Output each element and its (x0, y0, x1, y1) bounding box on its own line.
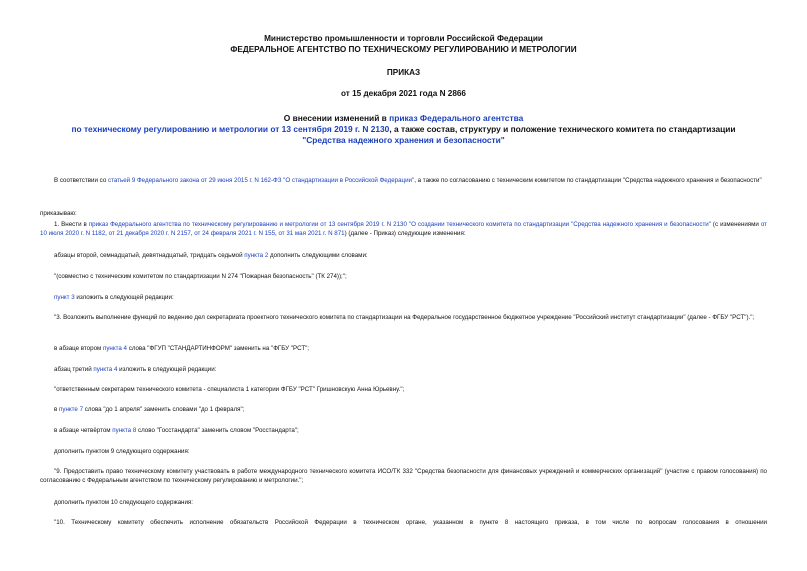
link-amend-155[interactable]: от 24 февраля 2021 г. N 155 (194, 230, 276, 237)
paragraph-item-3-edit: пункт 3 изложить в следующей редакции: (54, 294, 174, 301)
paragraph-amend-item-2: абзацы второй, семнадцатый, девятнадцатый, тридцать седьмой пункта 2 дополнить следующими словами: (54, 252, 368, 259)
paragraph-quote-secretary: "ответственным секретарем технического комитета - специалиста 1 категории ФГБУ "РСТ" Гришновскую Анна Юрьевну."; (54, 386, 405, 393)
title-link-order-date[interactable]: по техническому регулированию и метрологии от 13 сентября 2019 г. N 2130 (71, 124, 390, 134)
paragraph-add-item-10: дополнить пунктом 10 следующего содержания: (54, 499, 193, 506)
paragraph-preamble: В соответствии со статьей 9 Федерального закона от 29 июня 2015 г. N 162-ФЗ "О стандартизации в Российской Федерации", а также по согласованию с техническим комитетом по стандартизации "Средства надежного хранения и безопасности" (54, 177, 762, 184)
link-order-2130[interactable]: приказ Федерального агентства по техническому регулированию и метрологии от 13 сентября 2019 г. N 2130 "О создании технического комитета по стандартизации "Средства надежного хранения и безопасности" (88, 221, 711, 228)
paragraph-item-1: 1. Внести в приказ Федерального агентства по техническому регулированию и метрологии от 13 сентября 2019 г. N 2130 "О создании технического комитета по стандартизации "Средства надежного хранения и безопасности" (с изменениями от 10 июля 2020 г. N 1182, от 21 декабря 2020 г. N 2157, от 24 февраля 2021 г. N 155, от 31 мая 2021 г. N 871) (далее - Приказ) следующие изменения: (40, 221, 768, 237)
paragraph-item-4-para-3: абзац третий пункта 4 изложить в следующей редакции: (54, 366, 217, 373)
paragraph-add-item-9: дополнить пунктом 9 следующего содержания: (54, 448, 190, 455)
paragraph-item-4-para-2: в абзаце втором пункта 4 слова "ФГУП "СТАНДАРТИНФОРМ" заменить на "ФГБУ "РСТ"; (54, 345, 310, 352)
paragraph-quote-item-3: "3. Возложить выполнение функций по ведению дел секретариата проектного технического комитета по стандартизации на Федеральное государственное бюджетное учреждение "Российский институт стандартизации" (далее - ФГБУ "РСТ")."; (54, 314, 755, 321)
paragraph-order-word: приказываю: (40, 210, 77, 217)
link-item-4-b[interactable]: пункта 4 (93, 366, 118, 373)
document-type: ПРИКАЗ (386, 68, 421, 77)
link-item-4[interactable]: пункта 4 (102, 345, 127, 352)
paragraph-item-7: в пункте 7 слова "до 1 апреля" заменить словами "до 1 февраля"; (54, 406, 245, 413)
title-text-2: , а также состав, структуру и положение технического комитета по стандартизации (389, 124, 736, 134)
paragraph-quote-item-10: "10. Техническому комитету обеспечить исполнение обязательств Российской Федерации в техническом органе, указанном в пункте 8 настоящего приказа, в том числе по вопросам голосования в отношении (54, 519, 767, 526)
link-item-8[interactable]: пункта 8 (112, 427, 137, 434)
ministry-name: Министерство промышленности и торговли Российской Федерации (264, 34, 543, 43)
title-text: О внесении изменений в (283, 113, 390, 123)
link-amend-2157[interactable]: от 21 декабря 2020 г. N 2157 (108, 230, 191, 237)
title-link-order[interactable]: приказ Федерального агентства (389, 113, 524, 123)
agency-name: ФЕДЕРАЛЬНОЕ АГЕНТСТВО ПО ТЕХНИЧЕСКОМУ РЕГУЛИРОВАНИЮ И МЕТРОЛОГИИ (230, 45, 577, 54)
link-item-7[interactable]: пункте 7 (59, 406, 84, 413)
link-amend-1182[interactable]: от 10 июля 2020 г. N 1182 (40, 221, 768, 237)
link-item-2[interactable]: пункта 2 (244, 252, 269, 259)
title-committee-name[interactable]: "Средства надежного хранения и безопасности" (302, 135, 505, 145)
paragraph-quote-item-9: "9. Предоставить право техническому комитету участвовать в работе международного технического комитета ИСО/ТК 332 "Средства безопасности для финансовых учреждений и коммерческих организаций" (участие с правом голосования) по согласованию с Федеральным агентством по техническому регулированию и метрологии."; (40, 468, 767, 484)
document-title (20, 113, 787, 146)
paragraph-item-8: в абзаце четвёртом пункта 8 слово "Госстандарта" заменить словом "Росстандарта"; (54, 427, 299, 434)
paragraph-quote-tk274: "(совместно с техническим комитетом по стандартизации N 274 "Пожарная безопасность" (ТК 274));"; (54, 273, 347, 280)
link-item-3[interactable]: пункт 3 (54, 294, 75, 301)
link-amend-871[interactable]: от 31 мая 2021 г. N 871 (278, 230, 345, 237)
document-date-number: от 15 декабря 2021 года N 2866 (341, 89, 466, 98)
link-law-article-9[interactable]: статьей 9 Федерального закона от 29 июня 2015 г. N 162-ФЗ "О стандартизации в Российской Федерации" (107, 177, 415, 184)
